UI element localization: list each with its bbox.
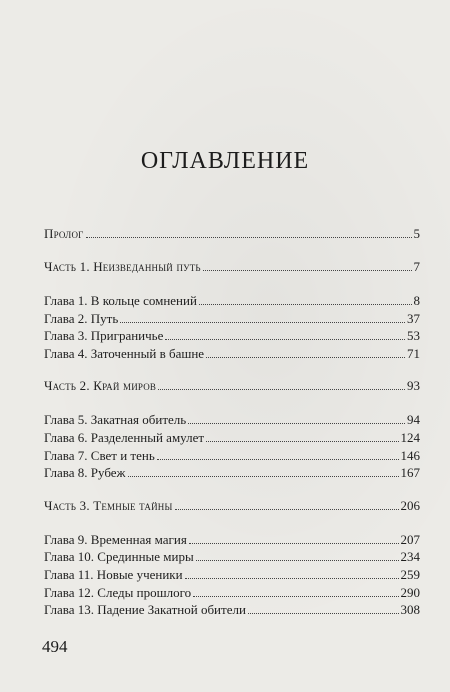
toc-entry-chapter-5	[44, 412, 420, 428]
page-title: ОГЛАВЛЕНИЕ	[140, 148, 310, 174]
entry-page: 71	[407, 346, 420, 361]
entry-page: 8	[413, 293, 420, 308]
entry-label: Глава 1. В кольце сомнений	[44, 293, 197, 308]
dot-leader	[86, 236, 412, 238]
entry-label: Глава 11. Новые ученики	[44, 567, 183, 582]
entry-page: 290	[400, 585, 420, 600]
entry-label: Часть 2. Край миров	[44, 378, 157, 393]
dot-leader	[196, 559, 399, 561]
entry-page: 259	[400, 567, 420, 582]
toc-entry-chapter-10	[44, 549, 420, 565]
entry-page: 234	[400, 549, 420, 564]
entry-label: Глава 2. Путь	[44, 311, 119, 326]
toc-entry-part-1	[44, 259, 420, 275]
toc-entry-chapter-7	[44, 448, 420, 464]
entry-page: 7	[413, 259, 420, 274]
entry-page: 93	[407, 378, 420, 393]
page-number: 494	[42, 637, 68, 656]
toc-entry-chapter-11	[44, 567, 420, 583]
entry-label: Глава 4. Заточенный в башне	[44, 346, 205, 361]
dot-leader	[165, 338, 405, 340]
dot-leader	[157, 458, 399, 460]
entry-page: 53	[407, 328, 420, 343]
toc-entry-chapter-8	[44, 465, 420, 481]
entry-page: 206	[400, 498, 420, 513]
dot-leader	[128, 475, 399, 477]
toc-entry-chapter-13	[44, 602, 420, 618]
dot-leader	[120, 321, 405, 323]
entry-page: 207	[400, 532, 420, 547]
entry-label: Глава 13. Падение Закатной обители	[44, 602, 246, 617]
toc-entry-part-2	[44, 378, 420, 394]
entry-page: 37	[407, 311, 420, 326]
dot-leader	[188, 422, 405, 424]
toc-entry-chapter-6	[44, 430, 420, 446]
toc-entry-chapter-2	[44, 311, 420, 327]
entry-label: Часть 1. Неизведанный путь	[44, 259, 201, 274]
toc-entry-chapter-3	[44, 328, 420, 344]
dot-leader	[158, 388, 405, 390]
toc-entry-chapter-12	[44, 585, 420, 601]
entry-label: Глава 3. Приграничье	[44, 328, 164, 343]
dot-leader	[189, 542, 399, 544]
entry-label: Пролог	[44, 226, 84, 241]
dot-leader	[206, 440, 398, 442]
entry-label: Глава 6. Разделенный амулет	[44, 430, 205, 445]
entry-label: Глава 9. Временная магия	[44, 532, 187, 547]
toc-entry-prologue	[44, 226, 420, 242]
entry-label: Глава 5. Закатная обитель	[44, 412, 187, 427]
entry-label: Часть 3. Темные тайны	[44, 498, 173, 513]
entry-page: 167	[400, 465, 420, 480]
entry-page: 124	[400, 430, 420, 445]
dot-leader	[206, 356, 405, 358]
toc-entry-chapter-1	[44, 293, 420, 309]
dot-leader	[185, 577, 399, 579]
toc-entry-chapter-9	[44, 532, 420, 548]
entry-label: Глава 12. Следы прошлого	[44, 585, 192, 600]
dot-leader	[193, 595, 398, 597]
entry-label: Глава 8. Рубеж	[44, 465, 126, 480]
dot-leader	[203, 269, 412, 271]
dot-leader	[199, 303, 412, 305]
entry-page: 94	[407, 412, 420, 427]
dot-leader	[175, 508, 399, 510]
entry-page: 146	[400, 448, 420, 463]
entry-page: 308	[400, 602, 420, 617]
entry-label: Глава 7. Свет и тень	[44, 448, 155, 463]
entry-page: 5	[413, 226, 420, 241]
toc-entry-chapter-4	[44, 346, 420, 362]
toc-entry-part-3	[44, 498, 420, 514]
dot-leader	[248, 612, 399, 614]
entry-label: Глава 10. Срединные миры	[44, 549, 194, 564]
